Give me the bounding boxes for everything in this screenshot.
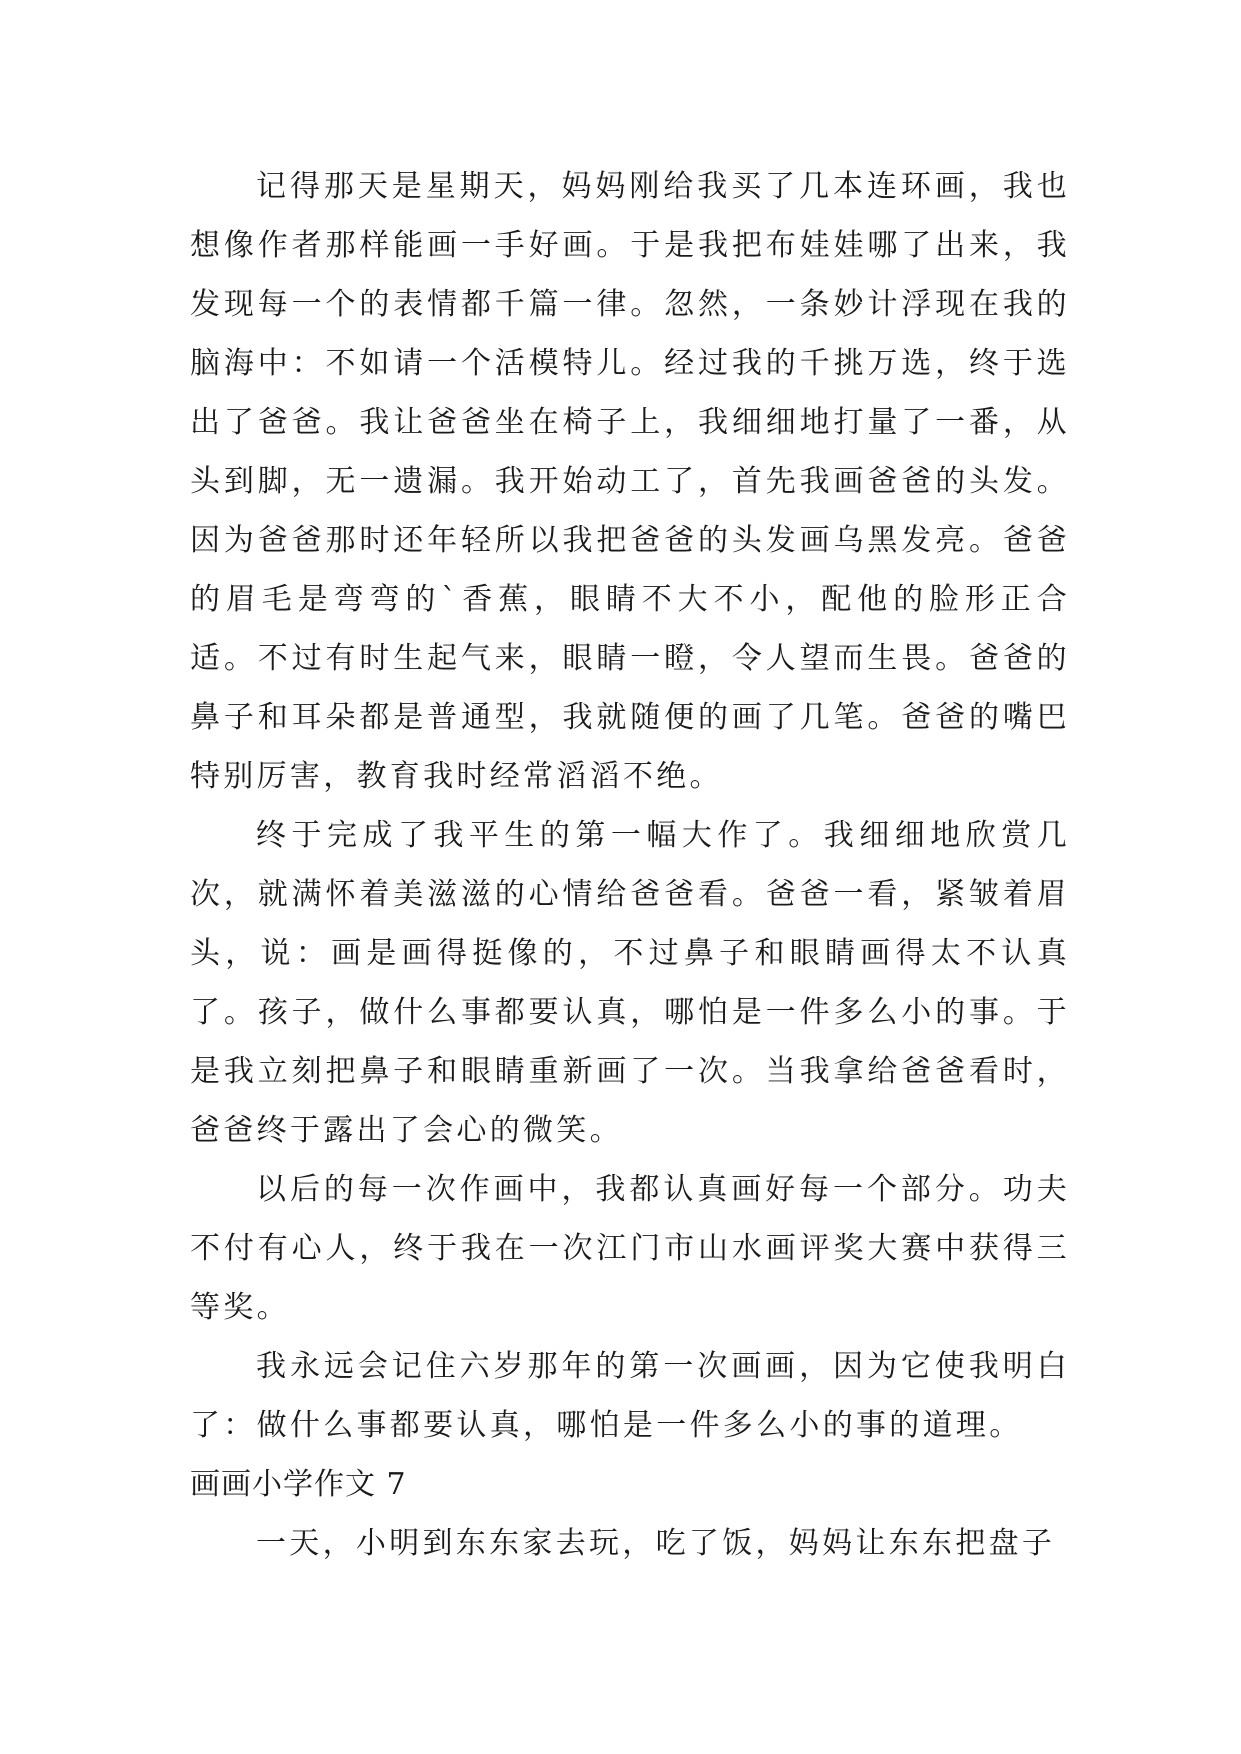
paragraph-1: 记得那天是星期天，妈妈刚给我买了几本连环画，我也想像作者那样能画一手好画。于是我把布娃娃哪了出来，我发现每一个的表情都千篇一律。忽然，一条妙计浮现在我的脑海中：不如请一个活模特儿。经过我的千挑万选，终于选出了爸爸。我让爸爸坐在椅子上，我细细地打量了一番，从头到脚，无一遗漏。我开始动工了，首先我画爸爸的头发。因为爸爸那时还年轻所以我把爸爸的头发画乌黑发亮。爸爸的眉毛是弯弯的`香蕉，眼睛不大不小，配他的脸形正合适。不过有时生起气来，眼睛一瞪，令人望而生畏。爸爸的鼻子和耳朵都是普通型，我就随便的画了几笔。爸爸的嘴巴特别厉害，教育我时经常滔滔不绝。: [190, 169, 1070, 794]
section-heading: 画画小学作文 7: [190, 1467, 407, 1502]
document-body: [190, 157, 1070, 1573]
paragraph-2: 终于完成了我平生的第一幅大作了。我细细地欣赏几次，就满怀着美滋滋的心情给爸爸看。爸爸一看，紧皱着眉头，说：画是画得挺像的，不过鼻子和眼睛画得太不认真了。孩子，做什么事都要认真，哪怕是一件多么小的事。于是我立刻把鼻子和眼睛重新画了一次。当我拿给爸爸看时，爸爸终于露出了会心的微笑。: [190, 818, 1070, 1148]
paragraph-5: 一天，小明到东东家去玩，吃了饭，妈妈让东东把盘子: [256, 1526, 1056, 1561]
paragraph-4: 我永远会记住六岁那年的第一次画画，因为它使我明白了：做什么事都要认真，哪怕是一件多么小的事的道理。: [190, 1349, 1070, 1443]
paragraph-3: 以后的每一次作画中，我都认真画好每一个部分。功夫不付有心人，终于我在一次江门市山水画评奖大赛中获得三等奖。: [190, 1172, 1070, 1325]
